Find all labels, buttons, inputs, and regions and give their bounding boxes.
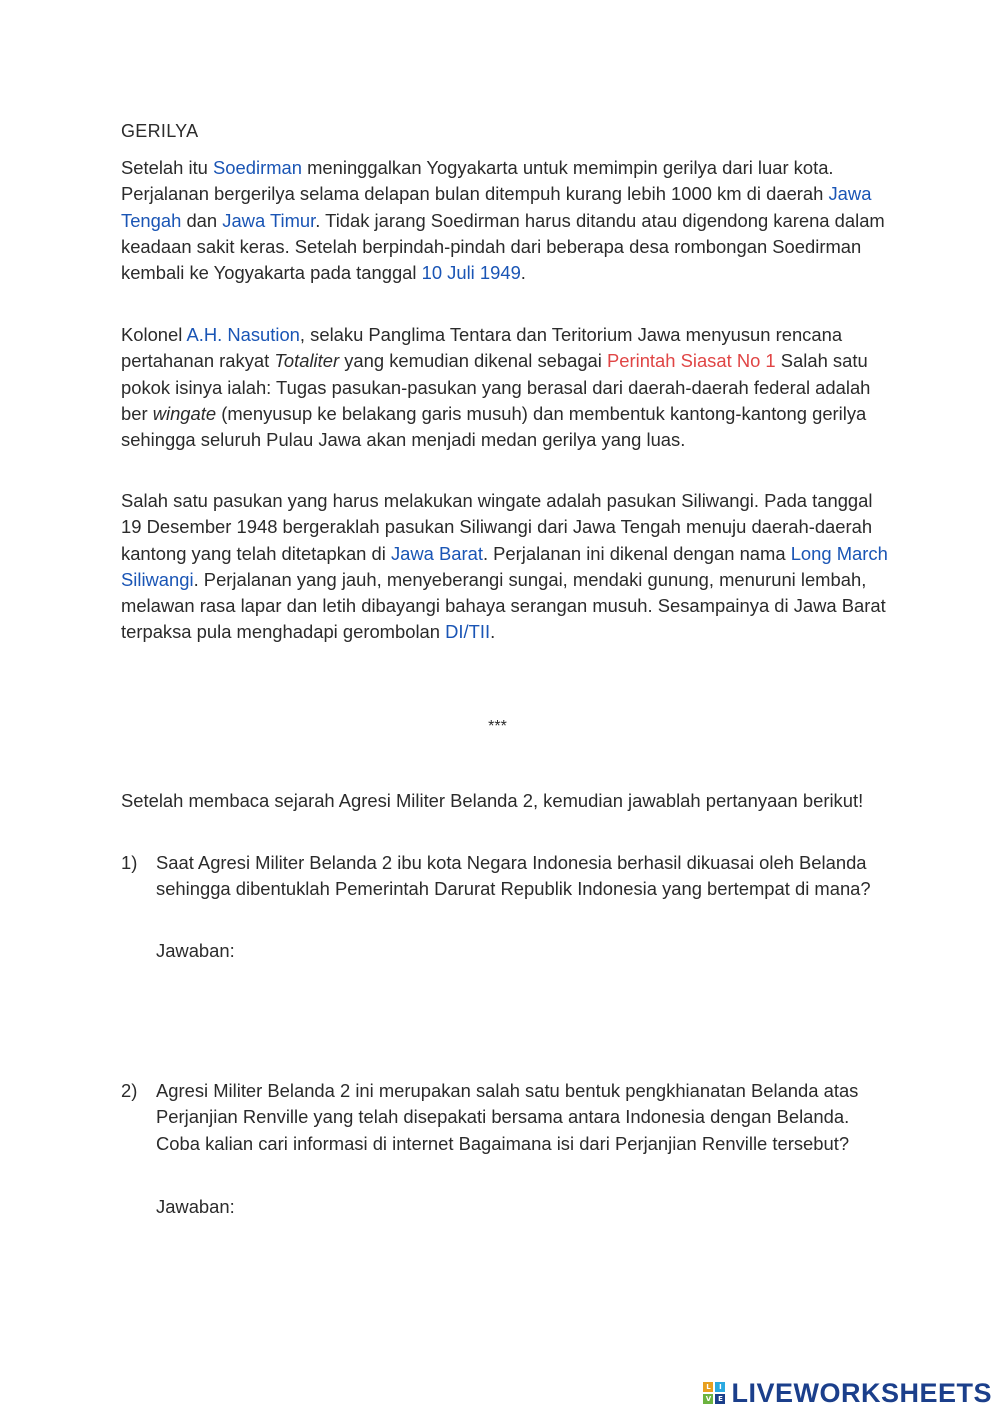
text-run: Salah satu pokok isinya ialah: Tugas pasukan-pasukan yang berasal dari daerah-daerah federal adalah ber bbox=[121, 350, 871, 424]
link-ah-nasution[interactable]: A.H. Nasution bbox=[186, 324, 300, 345]
text-run: meninggalkan Yogyakarta untuk memimpin gerilya dari luar kota. Perjalanan bergerilya selama delapan bulan ditempuh kurang lebih 1000 km di daerah bbox=[121, 157, 834, 205]
logo-letter: I bbox=[715, 1382, 725, 1392]
link-soedirman[interactable]: Soedirman bbox=[213, 157, 302, 178]
logo-letter: V bbox=[703, 1394, 713, 1404]
link-perintah-siasat[interactable]: Perintah Siasat No 1 bbox=[606, 350, 776, 372]
brand-name: LIVEWORKSHEETS bbox=[731, 1377, 992, 1408]
text-run: dan bbox=[181, 209, 223, 231]
text-run: . Perjalanan yang jauh, menyeberangi sungai, mendaki gunung, menuruni lembah, melawan rasa lapar dan letih dibayangi bahaya serangan musuh. Sesampainya di Jawa Barat terpaksa pula menghadapi gerombolan bbox=[121, 568, 886, 643]
link-jawa-tengah[interactable]: Jawa Tengah bbox=[121, 183, 872, 231]
italic-totaliter: Totaliter bbox=[274, 350, 340, 372]
answer-label-1: Jawaban: bbox=[156, 940, 235, 961]
italic-wingate: wingate bbox=[152, 402, 217, 424]
question-number: 1) bbox=[121, 852, 138, 873]
link-di-tii[interactable]: DI/TII bbox=[445, 621, 491, 643]
logo-letter: E bbox=[715, 1394, 725, 1404]
text-run: . Perjalanan ini dikenal dengan nama bbox=[482, 542, 791, 564]
text-run: (menyusup ke belakang garis musuh) dan membentuk kantong-kantong gerilya sehingga seluruh Pulau Jawa akan menjadi medan gerilya yang luas. bbox=[121, 402, 867, 451]
text-run: . Tidak jarang Soedirman harus ditandu atau digendong karena dalam keadaan sakit keras. Setelah berpindah-pindah dari beberapa desa rombongan Soedirman kembali ke Yogyakarta pada tanggal bbox=[121, 209, 885, 284]
text-run: yang kemudian dikenal sebagai bbox=[339, 350, 607, 372]
text-run: Kolonel bbox=[121, 324, 187, 345]
text-run: . bbox=[520, 262, 526, 284]
section-separator: *** bbox=[488, 718, 507, 735]
questions-intro: Setelah membaca sejarah Agresi Militer Belanda 2, kemudian jawablah pertanyaan berikut! bbox=[121, 790, 864, 811]
liveworksheets-logo bbox=[703, 1378, 992, 1408]
link-jawa-timur[interactable]: Jawa Timur bbox=[222, 209, 316, 231]
paragraph-siliwangi bbox=[121, 488, 891, 646]
question-number: 2) bbox=[121, 1080, 138, 1101]
text-run: . bbox=[490, 621, 496, 643]
text-run: , selaku Panglima Tentara dan Teritorium Jawa menyusun rencana pertahanan rakyat bbox=[121, 324, 843, 372]
question-text: Saat Agresi Militer Belanda 2 ibu kota Negara Indonesia berhasil dikuasai oleh Belanda sehingga dibentuklah Pemerintah Darurat Republik Indonesia yang bertempat di mana? bbox=[156, 852, 871, 900]
question-text: Agresi Militer Belanda 2 ini merupakan salah satu bentuk pengkhianatan Belanda atas Perjanjian Renville yang telah disepakati bersama antara Indonesia dengan Belanda. Coba kalian cari informasi di internet Bagaimana isi dari Perjanjian Renville tersebut? bbox=[156, 1080, 859, 1154]
text-run: Salah satu pasukan yang harus melakukan wingate adalah pasukan Siliwangi. Pada tanggal 19 Desember 1948 bergeraklah pasukan Siliwangi dari Jawa Tengah menuju daerah-daerah kantong yang telah ditetapkan di bbox=[121, 490, 873, 564]
logo-letter: L bbox=[703, 1382, 713, 1392]
paragraph-nasution bbox=[121, 322, 891, 453]
section-heading: GERILYA bbox=[121, 121, 199, 141]
link-jawa-barat[interactable]: Jawa Barat bbox=[390, 542, 483, 564]
link-10-juli-1949[interactable]: 10 Juli 1949 bbox=[421, 262, 521, 284]
answer-label-2: Jawaban: bbox=[156, 1196, 235, 1217]
logo-mark-icon bbox=[703, 1382, 725, 1404]
link-long-march-siliwangi[interactable]: Long March Siliwangi bbox=[121, 542, 888, 590]
text-run: Setelah itu bbox=[121, 157, 214, 178]
paragraph-soedirman bbox=[121, 155, 891, 286]
